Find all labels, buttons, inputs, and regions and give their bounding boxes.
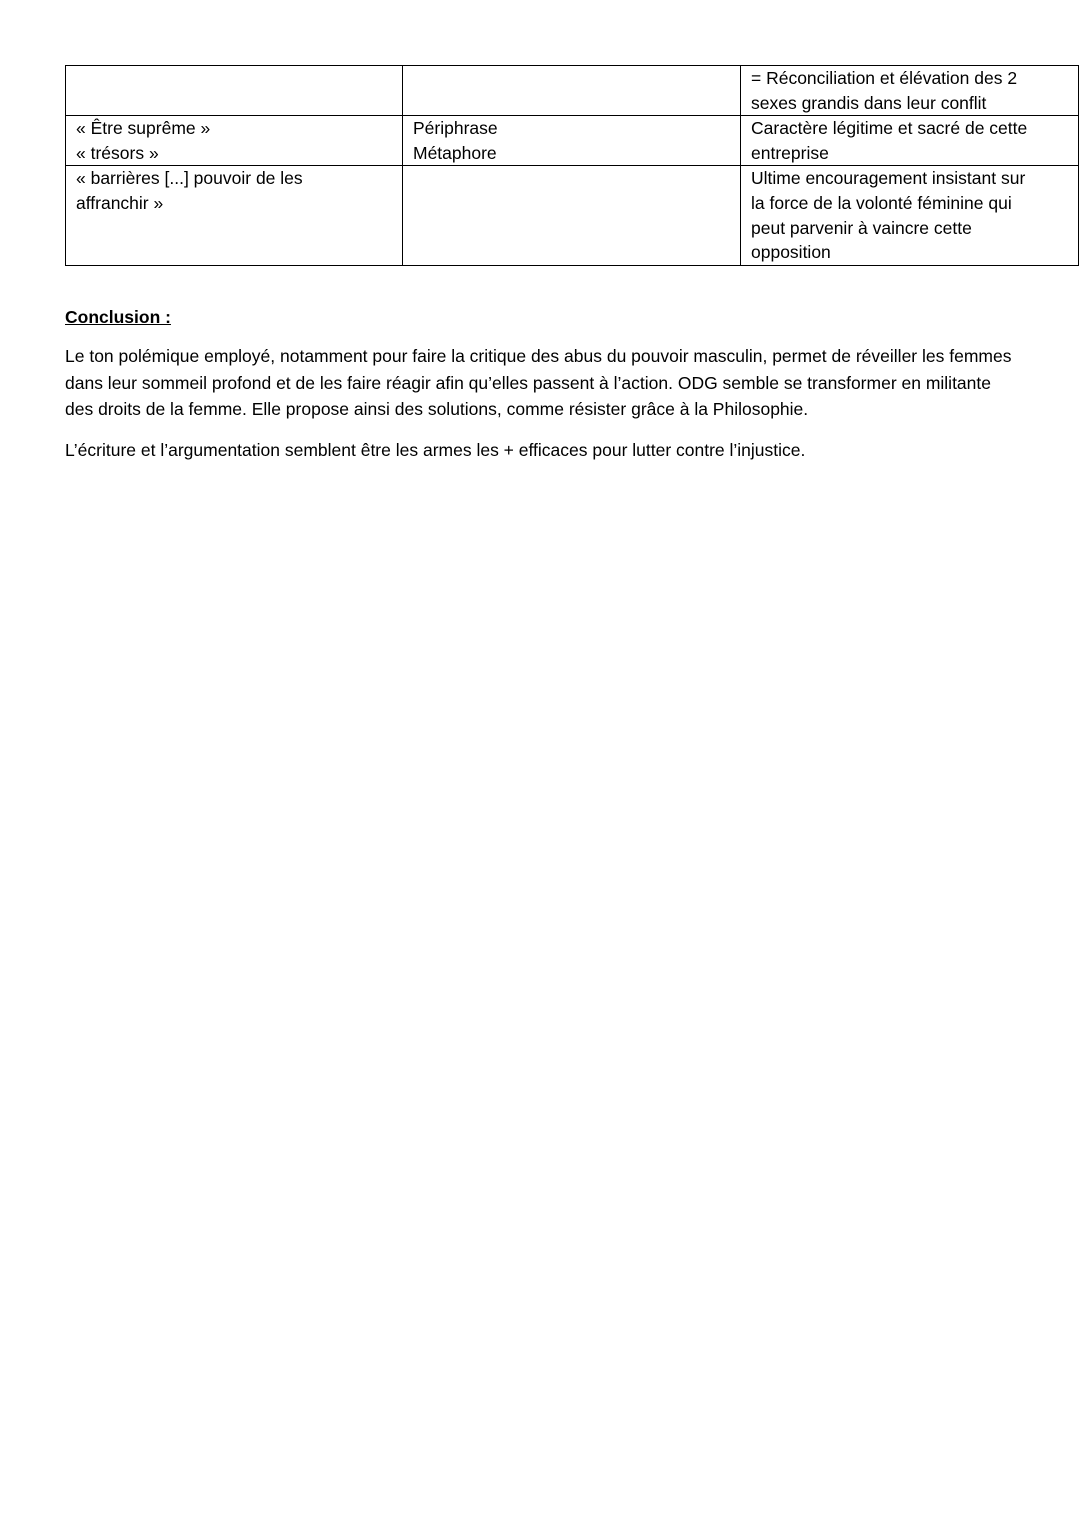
figure-cell [403, 66, 741, 116]
quote-cell: « Être suprême » « trésors » [66, 116, 403, 166]
analysis-table [65, 65, 1079, 266]
figure-cell: Périphrase Métaphore [403, 116, 741, 166]
interpretation-cell: = Réconciliation et élévation des 2 sexes grandis dans leur conflit [741, 66, 1079, 116]
conclusion-paragraph: Le ton polémique employé, notamment pour faire la critique des abus du pouvoir masculin, permet de réveiller les femmes dans leur sommeil profond et de les faire réagir afin qu’elles passent à l’action. ODG semble se transformer en militante des droits de la femme. Elle propose ainsi des solutions, comme résister grâce à la Philosophie. [65, 346, 1012, 420]
figure-cell [403, 166, 741, 265]
quote-cell: « barrières [...] pouvoir de les affranchir » [66, 166, 403, 265]
table-row [66, 66, 1079, 116]
conclusion-section [65, 304, 1015, 477]
conclusion-paragraph: L’écriture et l’argumentation semblent être les armes les + efficaces pour lutter contre l’injustice. [65, 439, 806, 460]
quote-cell [66, 66, 403, 116]
conclusion-heading: Conclusion : [65, 307, 171, 327]
table-row [66, 116, 1079, 166]
interpretation-cell: Ultime encouragement insistant sur la force de la volonté féminine qui peut parvenir à vaincre cette opposition [741, 166, 1079, 265]
interpretation-cell: Caractère légitime et sacré de cette entreprise [741, 116, 1079, 166]
table-row [66, 166, 1079, 265]
